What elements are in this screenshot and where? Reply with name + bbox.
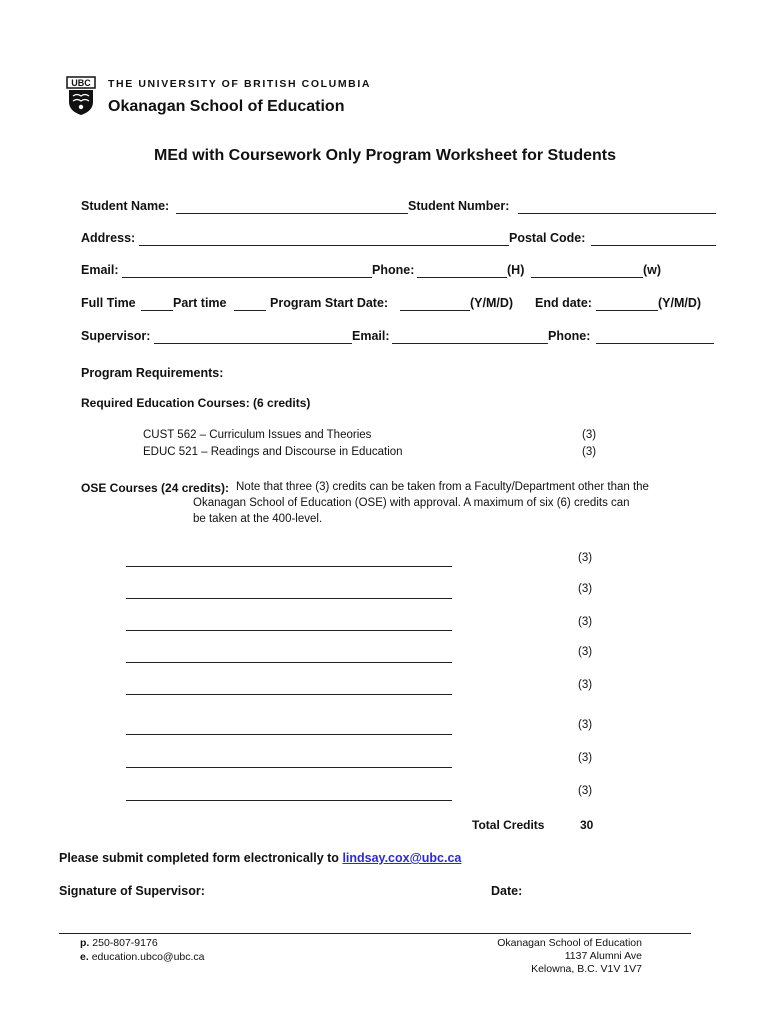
ubc-logo — [66, 76, 96, 116]
program-requirements-heading: Program Requirements: — [81, 366, 224, 380]
home-phone-label: (H) — [507, 263, 525, 277]
ose-note-line-3: be taken at the 400-level. — [193, 513, 323, 525]
ose-note-line-2: Okanagan School of Education (OSE) with approval. A maximum of six (6) credits can — [193, 497, 630, 509]
footer-email-address[interactable]: education.ubco@ubc.ca — [91, 951, 205, 963]
supervisor-phone-label: Phone: — [548, 329, 591, 343]
ose-course-credits-8: (3) — [578, 785, 593, 797]
address-field[interactable] — [139, 245, 509, 246]
supervisor-phone-field[interactable] — [596, 343, 714, 344]
submit-text: Please submit completed form electronically to — [59, 851, 339, 865]
ose-course-field-1[interactable] — [126, 566, 452, 567]
ose-course-field-4[interactable] — [126, 662, 452, 663]
email-label: Email: — [81, 263, 119, 277]
work-phone-field[interactable] — [531, 277, 643, 278]
student-name-field[interactable] — [176, 213, 408, 214]
submit-email-link[interactable]: lindsay.cox@ubc.ca — [342, 851, 462, 865]
supervisor-label: Supervisor: — [81, 329, 151, 343]
footer-phone-number: 250-807-9176 — [92, 937, 158, 949]
course-cust-562-credits: (3) — [582, 429, 597, 441]
ose-course-credits-2: (3) — [578, 583, 593, 595]
student-number-field[interactable] — [518, 213, 716, 214]
footer-email — [80, 951, 205, 963]
ose-course-credits-7: (3) — [578, 752, 593, 764]
ose-course-field-6[interactable] — [126, 734, 452, 735]
total-credits-value: 30 — [580, 818, 594, 832]
end-date-label: End date: — [535, 296, 592, 310]
postal-code-field[interactable] — [591, 245, 716, 246]
start-date-field[interactable] — [400, 310, 470, 311]
footer-address-line-3: Kelowna, B.C. V1V 1V7 — [531, 963, 642, 975]
footer-divider — [59, 933, 691, 934]
school-name: Okanagan School of Education — [108, 98, 345, 115]
supervisor-signature-label: Signature of Supervisor: — [59, 884, 205, 898]
footer-address-line-1: Okanagan School of Education — [497, 937, 642, 949]
ose-course-credits-3: (3) — [578, 616, 593, 628]
ose-course-field-5[interactable] — [126, 694, 452, 695]
email-field[interactable] — [122, 277, 372, 278]
course-cust-562: CUST 562 – Curriculum Issues and Theories — [143, 429, 372, 441]
student-number-label: Student Number: — [408, 199, 510, 213]
footer-address-line-2: 1137 Alumni Ave — [564, 950, 642, 962]
supervisor-email-label: Email: — [352, 329, 390, 343]
ose-course-field-7[interactable] — [126, 767, 452, 768]
supervisor-email-field[interactable] — [392, 343, 548, 344]
ose-courses-heading: OSE Courses (24 credits): — [81, 481, 230, 495]
ose-course-field-3[interactable] — [126, 630, 452, 631]
course-educ-521: EDUC 521 – Readings and Discourse in Education — [143, 446, 403, 458]
university-name: THE UNIVERSITY OF BRITISH COLUMBIA — [108, 78, 372, 90]
course-educ-521-credits: (3) — [582, 446, 597, 458]
student-name-label: Student Name: — [81, 199, 170, 213]
date-label: Date: — [491, 884, 523, 898]
ose-course-field-8[interactable] — [126, 800, 452, 801]
home-phone-field[interactable] — [417, 277, 507, 278]
work-phone-label: (w) — [643, 263, 662, 277]
end-date-format: (Y/M/D) — [658, 296, 702, 310]
full-time-label: Full Time — [81, 296, 136, 310]
start-date-label: Program Start Date: — [270, 296, 389, 310]
footer-phone — [80, 937, 158, 949]
ose-course-field-2[interactable] — [126, 598, 452, 599]
total-credits-label: Total Credits — [472, 818, 545, 832]
ose-course-credits-1: (3) — [578, 552, 593, 564]
footer-email-prefix: e. — [80, 951, 89, 963]
svg-text:UBC: UBC — [71, 78, 91, 88]
part-time-label: Part time — [173, 296, 227, 310]
phone-label: Phone: — [372, 263, 415, 277]
start-date-format: (Y/M/D) — [470, 296, 514, 310]
ose-course-credits-5: (3) — [578, 679, 593, 691]
supervisor-field[interactable] — [154, 343, 352, 344]
ose-course-credits-4: (3) — [578, 646, 593, 658]
postal-code-label: Postal Code: — [509, 231, 586, 245]
required-courses-heading: Required Education Courses: (6 credits) — [81, 396, 311, 410]
full-time-field[interactable] — [141, 310, 173, 311]
footer-address — [497, 937, 642, 975]
part-time-field[interactable] — [234, 310, 266, 311]
submit-instruction — [59, 851, 461, 865]
end-date-field[interactable] — [596, 310, 658, 311]
ose-course-credits-6: (3) — [578, 719, 593, 731]
address-label: Address: — [81, 231, 136, 245]
page-title: MEd with Coursework Only Program Worksheet for Students — [154, 147, 616, 164]
ose-note-line-1: Note that three (3) credits can be taken from a Faculty/Department other than the — [236, 481, 649, 493]
footer-phone-prefix: p. — [80, 937, 90, 949]
